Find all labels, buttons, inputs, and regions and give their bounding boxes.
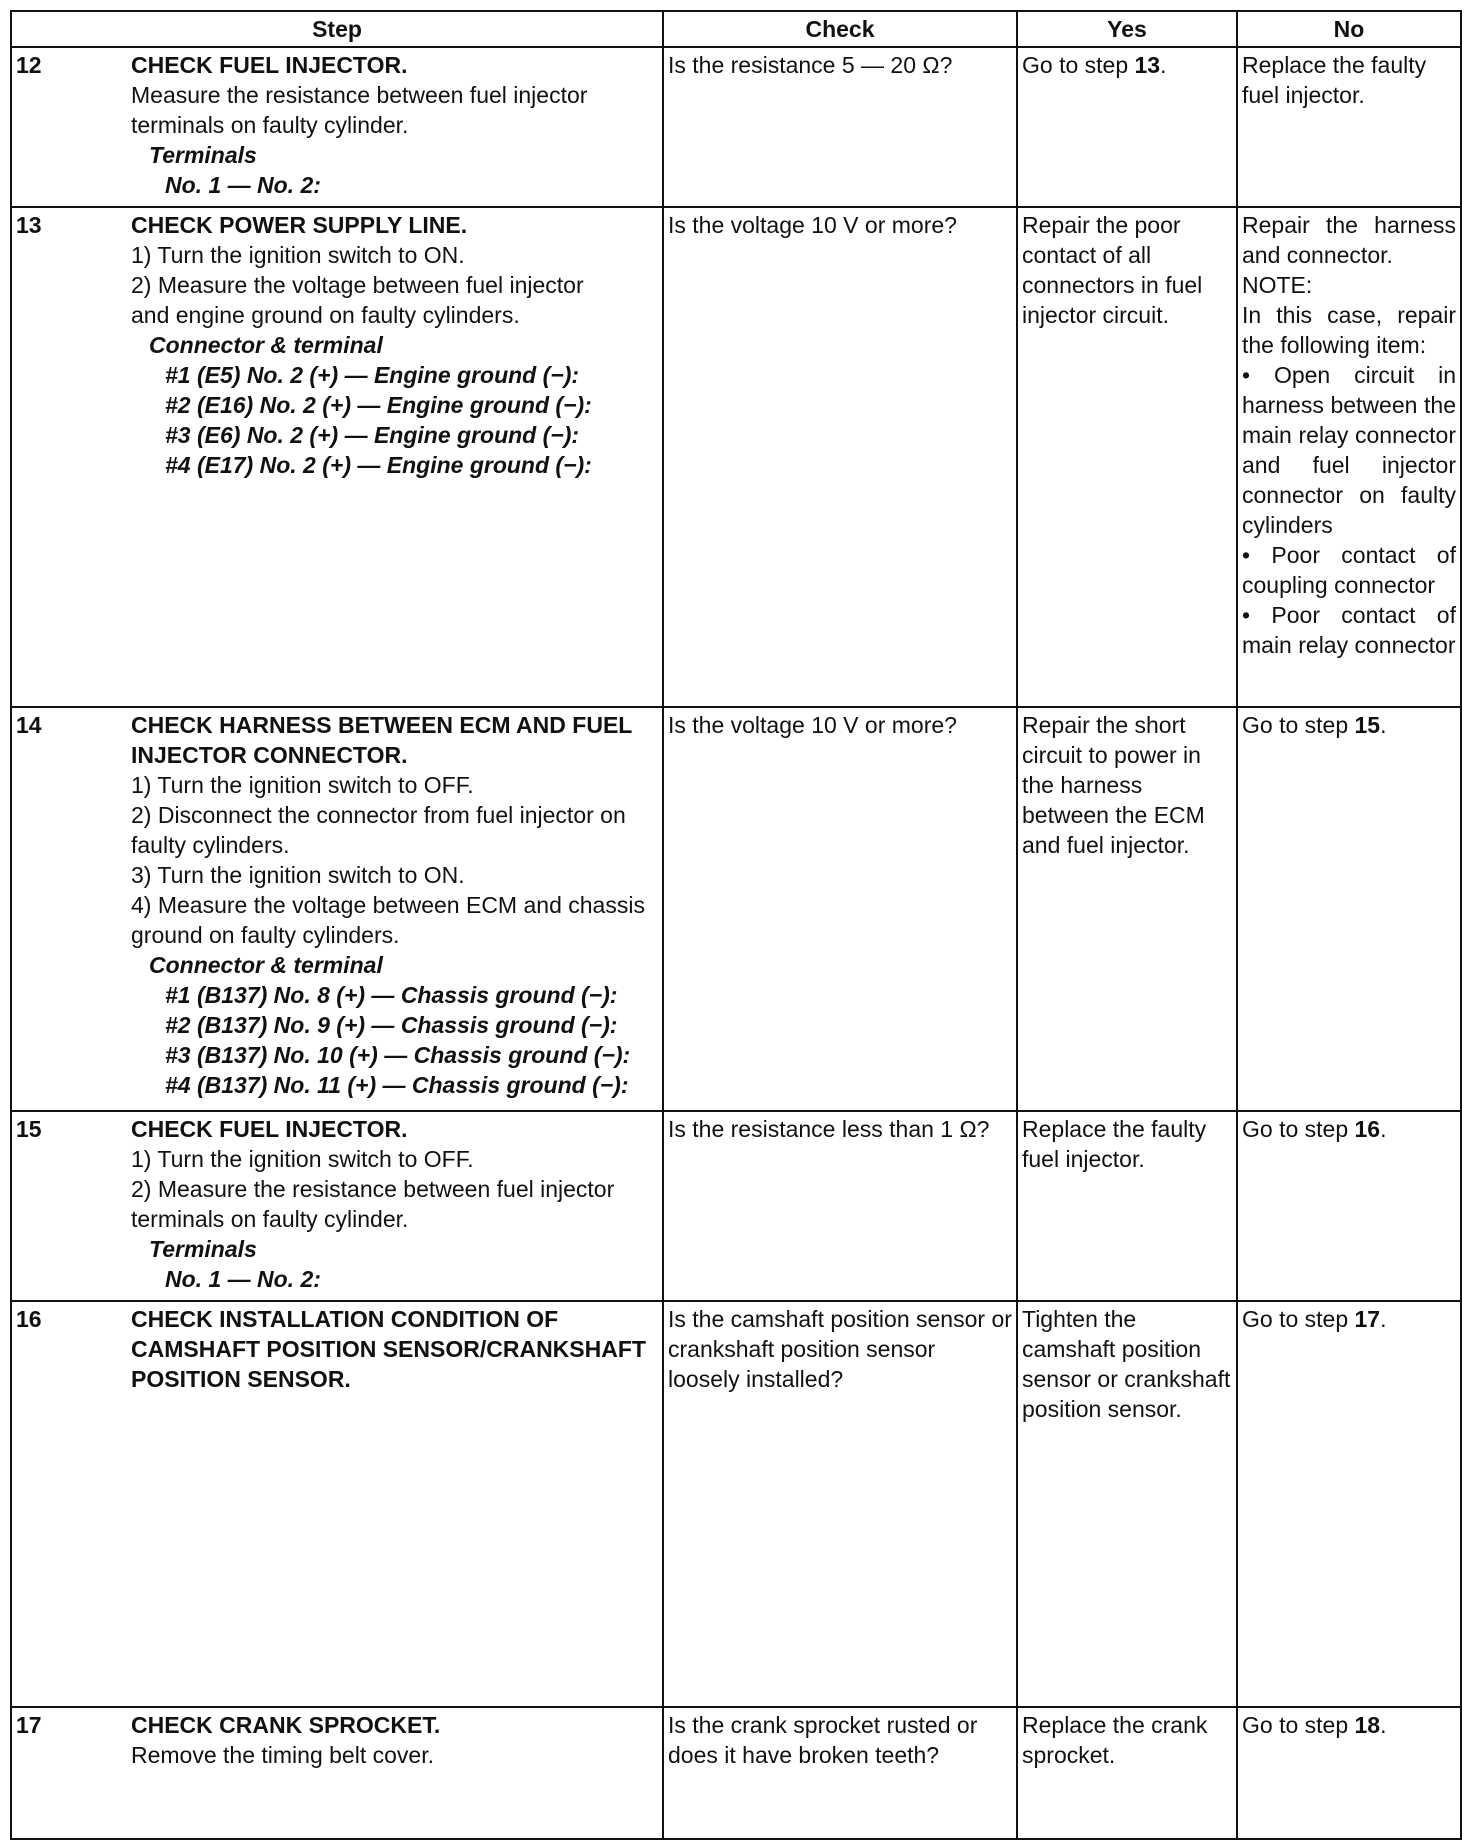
step-number: 12 <box>16 52 42 78</box>
yes-cell: Replace the crank sprocket. <box>1017 1707 1237 1839</box>
yes-cell <box>1017 47 1237 207</box>
step-number: 13 <box>16 212 42 238</box>
table-row-13 <box>11 207 1461 707</box>
table-row-15 <box>11 1111 1461 1301</box>
yes-cell: Repair the short circuit to power in the harness between the ECM and fuel injector. <box>1017 707 1237 1111</box>
diagnostic-table <box>10 10 1462 1840</box>
no-prefix: Go to step <box>1242 1306 1355 1332</box>
header-row <box>11 11 1461 47</box>
step-cell <box>11 47 663 207</box>
no-cell: Replace the faulty fuel injector. <box>1237 47 1461 207</box>
yes-cell: Tighten the camshaft position sensor or crankshaft position sensor. <box>1017 1301 1237 1707</box>
yes-prefix: Go to step <box>1022 52 1135 78</box>
step-title: CHECK CRANK SPROCKET. <box>131 1712 441 1738</box>
step-instruction: terminals on faulty cylinder. <box>131 112 409 138</box>
yes-cell: Replace the faulty fuel injector. <box>1017 1111 1237 1301</box>
step-cell <box>11 1707 663 1839</box>
step-instruction: Measure the resistance between fuel injector <box>131 82 588 108</box>
no-text: Repair the harness and connector. <box>1242 212 1456 268</box>
check-cell: Is the crank sprocket rusted or does it have broken teeth? <box>663 1707 1017 1839</box>
header-no: No <box>1237 11 1461 47</box>
bullet-item: • Poor contact of coupling connector <box>1242 542 1456 598</box>
table-row-14 <box>11 707 1461 1111</box>
step-cell <box>11 207 663 707</box>
step-instruction: Remove the timing belt cover. <box>131 1742 434 1768</box>
spec-item: No. 1 — No. 2: <box>165 172 321 198</box>
spec-label: Connector & terminal <box>149 952 383 978</box>
step-link[interactable]: 16 <box>1354 1116 1381 1142</box>
step-title: CHECK HARNESS BETWEEN ECM AND FUEL INJECTOR CONNECTOR. <box>131 712 632 768</box>
no-prefix: Go to step <box>1242 712 1355 738</box>
table-row-17 <box>11 1707 1461 1839</box>
yes-cell: Repair the poor contact of all connectors in fuel injector circuit. <box>1017 207 1237 707</box>
spec-item: #4 (B137) No. 11 (+) — Chassis ground (−): <box>165 1072 629 1098</box>
no-suffix: . <box>1380 712 1387 738</box>
no-prefix: Go to step <box>1242 1116 1355 1142</box>
step-cell <box>11 707 663 1111</box>
step-cell <box>11 1111 663 1301</box>
no-cell <box>1237 207 1461 707</box>
check-cell: Is the resistance 5 — 20 Ω? <box>663 47 1017 207</box>
table-row-12 <box>11 47 1461 207</box>
step-link[interactable]: 18 <box>1354 1712 1381 1738</box>
step-number: 16 <box>16 1306 42 1332</box>
step-instruction: 1) Turn the ignition switch to OFF. <box>131 772 474 798</box>
no-text: In this case, repair the following item: <box>1242 302 1456 358</box>
step-link[interactable]: 17 <box>1354 1306 1381 1332</box>
spec-item: #3 (B137) No. 10 (+) — Chassis ground (−): <box>165 1042 631 1068</box>
step-instruction: 1) Turn the ignition switch to ON. <box>131 242 465 268</box>
header-yes: Yes <box>1017 11 1237 47</box>
no-suffix: . <box>1380 1712 1387 1738</box>
step-instruction: 2) Measure the voltage between fuel injector <box>131 272 584 298</box>
spec-item: #4 (E17) No. 2 (+) — Engine ground (−): <box>165 452 592 478</box>
no-cell <box>1237 1111 1461 1301</box>
no-cell <box>1237 1707 1461 1839</box>
spec-item: #2 (E16) No. 2 (+) — Engine ground (−): <box>165 392 592 418</box>
header-check: Check <box>663 11 1017 47</box>
no-cell <box>1237 1301 1461 1707</box>
check-cell: Is the camshaft position sensor or crankshaft position sensor loosely installed? <box>663 1301 1017 1707</box>
step-instruction: 4) Measure the voltage between ECM and chassis ground on faulty cylinders. <box>131 892 645 948</box>
step-instruction: 1) Turn the ignition switch to OFF. <box>131 1146 474 1172</box>
note-label: NOTE: <box>1242 272 1313 298</box>
step-title: CHECK INSTALLATION CONDITION OF CAMSHAFT POSITION SENSOR/CRANKSHAFT POSITION SENSOR. <box>131 1306 646 1392</box>
step-instruction: 2) Disconnect the connector from fuel injector on faulty cylinders. <box>131 802 626 858</box>
no-cell <box>1237 707 1461 1111</box>
step-title: CHECK FUEL INJECTOR. <box>131 52 408 78</box>
check-cell: Is the voltage 10 V or more? <box>663 707 1017 1111</box>
step-number: 14 <box>16 712 42 738</box>
step-link[interactable]: 15 <box>1354 712 1381 738</box>
step-instruction: 2) Measure the resistance between fuel injector terminals on faulty cylinder. <box>131 1176 615 1232</box>
no-suffix: . <box>1380 1116 1387 1142</box>
step-instruction: 3) Turn the ignition switch to ON. <box>131 862 465 888</box>
no-prefix: Go to step <box>1242 1712 1355 1738</box>
spec-label: Connector & terminal <box>149 332 383 358</box>
step-link[interactable]: 13 <box>1134 52 1161 78</box>
step-cell <box>11 1301 663 1707</box>
table-row-16 <box>11 1301 1461 1707</box>
step-title: CHECK FUEL INJECTOR. <box>131 1116 408 1142</box>
bullet-item: • Poor contact of main relay connector <box>1242 602 1456 658</box>
step-title: CHECK POWER SUPPLY LINE. <box>131 212 468 238</box>
header-step: Step <box>11 11 663 47</box>
yes-suffix: . <box>1160 52 1167 78</box>
step-number: 17 <box>16 1712 42 1738</box>
spec-item: #2 (B137) No. 9 (+) — Chassis ground (−): <box>165 1012 618 1038</box>
no-suffix: . <box>1380 1306 1387 1332</box>
bullet-item: • Open circuit in harness between the main relay connector and fuel injector connector on faulty cylinders <box>1242 362 1456 538</box>
step-instruction: and engine ground on faulty cylinders. <box>131 302 520 328</box>
check-cell: Is the voltage 10 V or more? <box>663 207 1017 707</box>
spec-label: Terminals <box>149 142 257 168</box>
step-number: 15 <box>16 1116 42 1142</box>
spec-item: #1 (B137) No. 8 (+) — Chassis ground (−): <box>165 982 618 1008</box>
check-cell: Is the resistance less than 1 Ω? <box>663 1111 1017 1301</box>
spec-item: #1 (E5) No. 2 (+) — Engine ground (−): <box>165 362 580 388</box>
spec-label: Terminals <box>149 1236 257 1262</box>
spec-item: #3 (E6) No. 2 (+) — Engine ground (−): <box>165 422 580 448</box>
spec-item: No. 1 — No. 2: <box>165 1266 321 1292</box>
